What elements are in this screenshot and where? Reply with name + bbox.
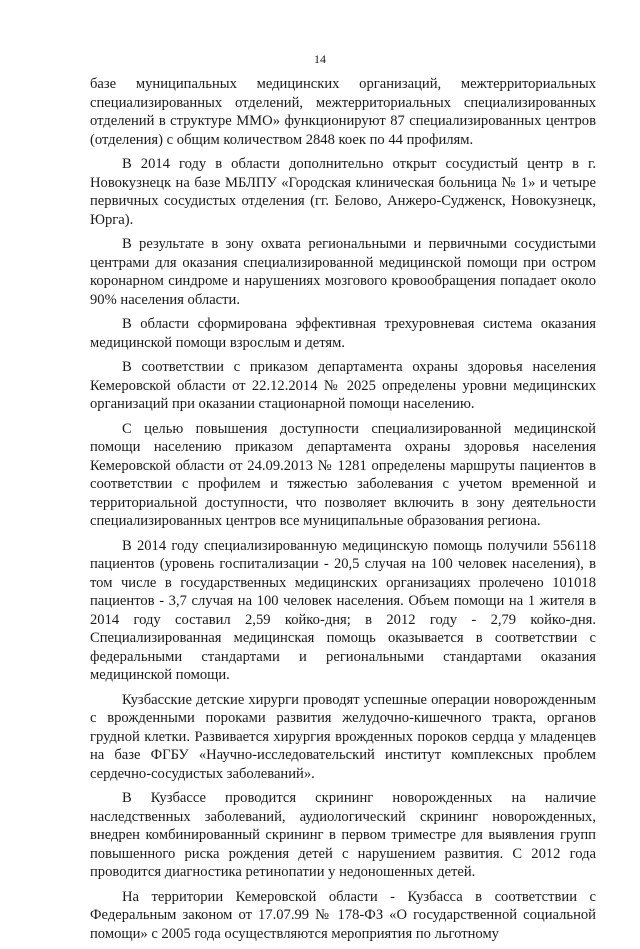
paragraph: базе муниципальных медицинских организаций, межтерриториальных специализированных отделений, межтерриториальных специализированных отделений в структуре ММО» функционируют 87 специализированных центров (отделения) с общим количеством 2848 коек по 44 профилям. [90, 76, 596, 148]
paragraph: В Кузбассе проводится скрининг новорожденных на наличие наследственных заболеваний, аудиологический скрининг новорожденных, внедрен комбинированный скрининг в первом триместре для выявления групп повышенного риска рождения детей с нарушением развития. С 2012 года проводится диагностика ретинопатии у недоношенных детей. [90, 790, 596, 880]
document-body [90, 75, 596, 949]
paragraph: В 2014 году в области дополнительно открыт сосудистый центр в г. Новокузнецк на базе МБЛПУ «Городская клиническая больница № 1» и четыре первичных сосудистых отделения (гг. Белово, Анжеро-Судженск, Новокузнецк, Юрга). [90, 156, 596, 228]
paragraph: На территории Кемеровской области - Кузбасса в соответствии с Федеральным законом от 17.07.99 № 178-ФЗ «О государственной социальной помощи» с 2005 года осуществляются мероприятия по льготному [90, 888, 596, 942]
paragraph: В 2014 году специализированную медицинскую помощь получили 556118 пациентов (уровень госпитализации - 20,5 случая на 100 человек населения), в том числе в государственных медицинских организациях пролечено 101018 пациентов - 3,7 случая на 100 человек населения. Объем помощи на 1 жителя в 2014 году составил 2,59 койко-дня; в 2012 году - 2,79 койко-дня. Специализированная медицинская помощь оказывается в соответствии с федеральными стандартами и региональными стандартами оказания медицинской помощи. [90, 537, 596, 683]
paragraph: С целью повышения доступности специализированной медицинской помощи населению приказом департамента охраны здоровья населения Кемеровской области от 24.09.2013 № 1281 определены маршруты пациентов в соответствии с профилем и тяжестью заболевания с учетом временной и территориальной доступности, что позволяет включить в зону деятельности специализированных центров все муниципальные образования региона. [90, 420, 596, 529]
page-number: 14 [314, 52, 326, 66]
paragraph: Кузбасские детские хирурги проводят успешные операции новорожденным с врожденными пороками развития желудочно-кишечного тракта, органов грудной клетки. Развивается хирургия врожденных пороков сердца у младенцев на базе ФГБУ «Научно-исследовательский институт комплексных проблем сердечно-сосудистых заболеваний». [90, 691, 596, 782]
paragraph: В области сформирована эффективная трехуровневая система оказания медицинской помощи взрослым и детям. [90, 316, 596, 351]
paragraph: В результате в зону охвата региональными и первичными сосудистыми центрами для оказания специализированной медицинской помощи при остром коронарном синдроме и нарушениях мозгового кровообращения попадает около 90% населения области. [90, 236, 596, 308]
paragraph: В соответствии с приказом департамента охраны здоровья населения Кемеровской области от 22.12.2014 № 2025 определены уровни медицинских организаций при оказании стационарной помощи населению. [90, 359, 596, 412]
